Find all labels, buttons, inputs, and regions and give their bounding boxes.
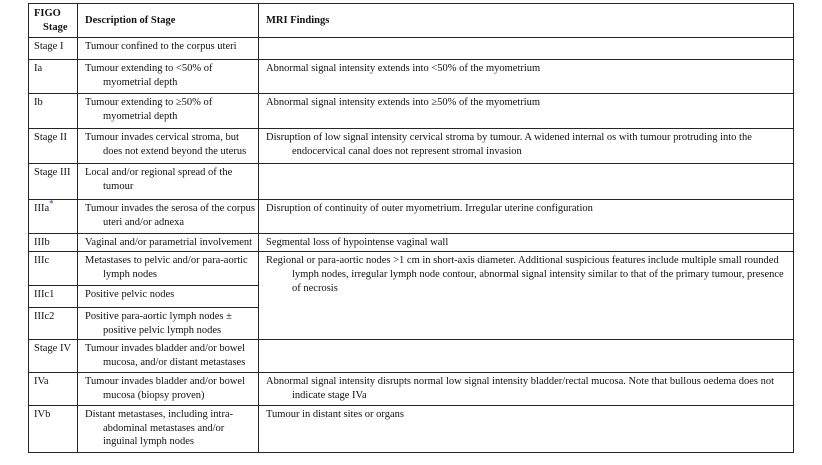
description-text: Vaginal and/or parametrial involvement [85,237,253,248]
mri-text: Disruption of low signal intensity cervical stroma by tumour. A widened internal os with tumour protruding into the endocervical canal does not represent stromal invasion [266,132,752,157]
mri-cell [259,200,794,234]
table-row-ia [29,60,794,94]
stage-cell [29,60,78,94]
stage-label: IIIa [34,203,50,214]
description-text: Positive para-aortic lymph nodes ± positive pelvic lymph nodes [85,311,232,336]
mri-cell [259,60,794,94]
stage-cell [29,308,78,340]
description-text: Tumour invades bladder and/or bowel mucosa (biopsy proven) [85,375,246,401]
table-row-ivb [29,405,794,452]
mri-text: Abnormal signal intensity disrupts normal low signal intensity bladder/rectal mucosa. Note that bullous oedema does not indicate stage IVa [266,375,774,401]
mri-cell [259,405,794,452]
description-cell [78,129,259,164]
description-cell [78,405,259,452]
mri-cell [259,339,794,372]
stage-label: IVa [34,375,49,387]
mri-text: Abnormal signal intensity extends into ≥50% of the myometrium [266,97,541,108]
stage-cell [29,372,78,405]
stage-cell [29,234,78,252]
stage-cell [29,339,78,372]
stage-cell [29,405,78,452]
description-text: Distant metastases, including intra-abdominal metastases and/or inguinal lymph nodes [85,408,234,448]
description-cell [78,234,259,252]
description-cell [78,38,259,60]
stage-cell [29,200,78,234]
description-text: Tumour extending to <50% of myometrial depth [85,63,213,88]
stage-label: IIIc1 [34,289,55,300]
mri-text: Abnormal signal intensity extends into <50% of the myometrium [266,63,541,74]
stage-label: Ib [34,97,43,108]
mri-cell [259,234,794,252]
mri-text: Regional or para-aortic nodes >1 cm in short-axis diameter. Additional suspicious features include multiple small rounded lymph nodes, irregular lymph node contour, abnormal signal intensity similar to that of the primary tumour, presence of necrosis [266,255,784,294]
description-cell [78,308,259,340]
table-row-iiic [29,252,794,286]
description-cell [78,60,259,94]
stage-cell [29,164,78,200]
description-text: Metastases to pelvic and/or para-aortic lymph nodes [85,255,248,280]
footnote-asterisk: * [49,198,54,209]
header-figo-stage-label: FIGO Stage [34,7,68,33]
table-row-stage-i [29,38,794,60]
mri-cell [259,372,794,405]
stage-label: Stage III [34,167,71,178]
stage-cell [29,38,78,60]
stage-cell [29,252,78,286]
table-row-iiib [29,234,794,252]
description-cell [78,94,259,129]
description-text: Local and/or regional spread of the tumour [85,167,233,192]
mri-cell [259,38,794,60]
mri-cell-merged [259,252,794,340]
table-row-ib [29,94,794,129]
mri-cell [259,164,794,200]
table-row-stage-iii [29,164,794,200]
stage-label: IVb [34,408,51,420]
mri-cell [259,129,794,164]
stage-label: Stage I [34,41,64,52]
description-text: Tumour confined to the corpus uteri [85,41,237,52]
stage-cell [29,129,78,164]
description-text: Tumour invades the serosa of the corpus uteri and/or adnexa [85,203,255,228]
header-mri-findings: MRI Findings [259,4,794,38]
table-row-iva [29,372,794,405]
mri-text: Tumour in distant sites or organs [266,408,404,420]
stage-label: Stage IV [34,342,72,354]
header-description: Description of Stage [78,4,259,38]
description-cell [78,372,259,405]
stage-label: Stage II [34,132,67,143]
description-text: Tumour invades bladder and/or bowel mucosa, and/or distant metastases [85,342,246,368]
stage-label: IIIb [34,237,50,248]
description-text: Positive pelvic nodes [85,289,175,300]
table-row-stage-iv [29,339,794,372]
stage-label: IIIc [34,255,50,266]
description-text: Tumour invades cervical stroma, but does not extend beyond the uterus [85,132,247,157]
description-cell [78,164,259,200]
stage-cell [29,94,78,129]
header-row [29,4,794,38]
mri-cell [259,94,794,129]
mri-text: Segmental loss of hypointense vaginal wall [266,237,449,248]
description-cell [78,286,259,308]
stage-label: Ia [34,63,43,74]
stage-cell [29,286,78,308]
description-cell [78,339,259,372]
table-row-iiia [29,200,794,234]
description-cell [78,200,259,234]
description-text: Tumour extending to ≥50% of myometrial depth [85,97,213,122]
figo-staging-table [28,3,794,453]
mri-text: Disruption of continuity of outer myometrium. Irregular uterine configuration [266,203,593,214]
description-cell [78,252,259,286]
stage-label: IIIc2 [34,311,55,322]
header-figo-stage [29,4,78,38]
table-row-stage-ii [29,129,794,164]
